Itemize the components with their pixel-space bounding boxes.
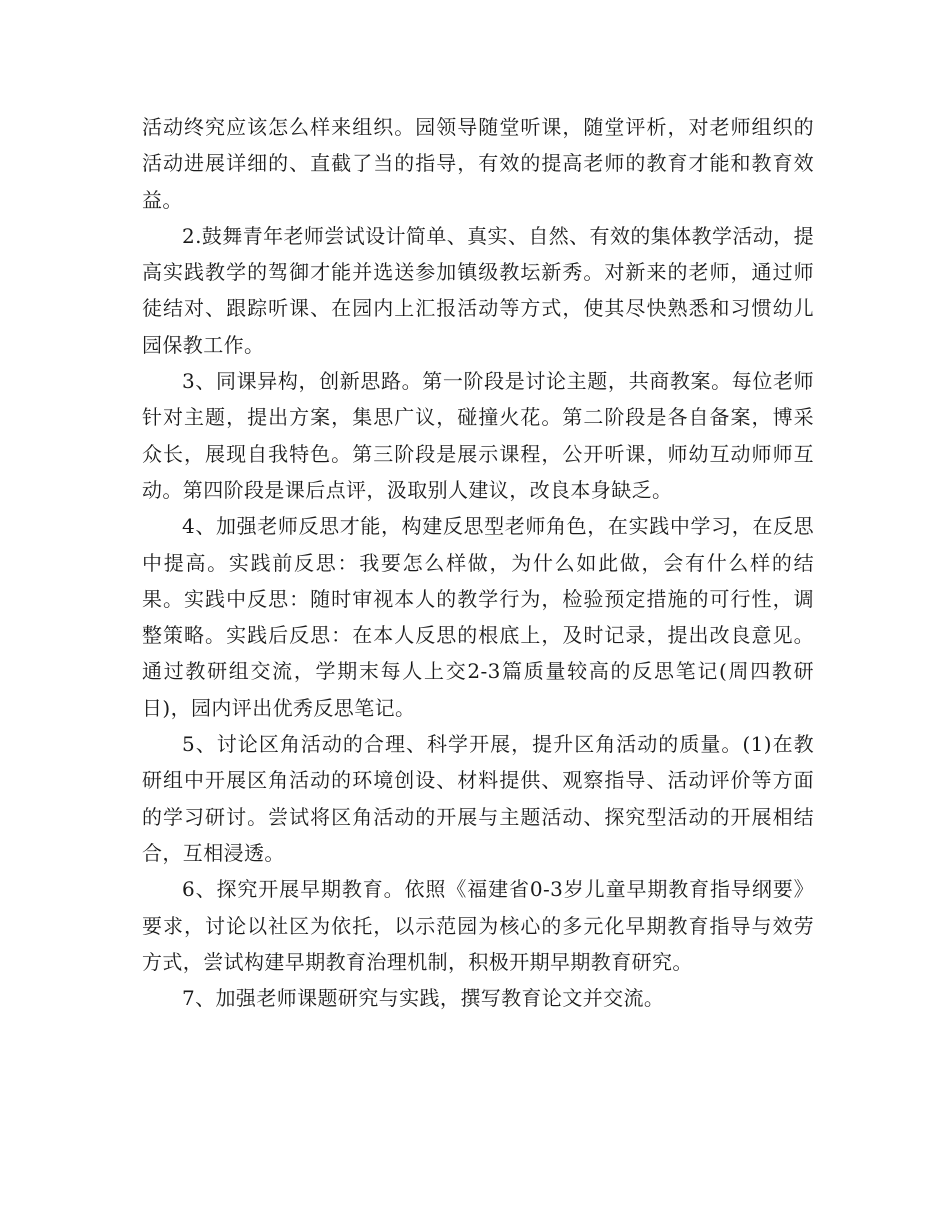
paragraph-item-7: 7、加强老师课题研究与实践，撰写教育论文并交流。 [182, 986, 665, 1011]
paragraph-item-3: 3、同课异构，创新思路。第一阶段是讨论主题，共商教案。每位老师针对主题，提出方案，集思广议，碰撞火花。第二阶段是各自备案，博采众长，展现自我特色。第三阶段是展示课程，公开听课，师幼互动师师互动。第四阶段是课后点评，汲取别人建议，改良本身缺乏。 [142, 369, 814, 502]
document-page [142, 109, 814, 1016]
paragraph-continuation: 活动终究应该怎么样来组织。园领导随堂听课，随堂评析，对老师组织的活动进展详细的、直截了当的指导，有效的提高老师的教育才能和教育效益。 [142, 115, 814, 212]
paragraph-item-4: 4、加强老师反思才能，构建反思型老师角色，在实践中学习，在反思中提高。实践前反思：我要怎么样做，为什么如此做，会有什么样的结果。实践中反思：随时审视本人的教学行为，检验预定措施的可行性，调整策略。实践后反思：在本人反思的根底上，及时记录，提出改良意见。通过教研组交流，学期末每人上交2-3篇质量较高的反思笔记(周四教研日)，园内评出优秀反思笔记。 [142, 514, 814, 720]
paragraph-item-5: 5、讨论区角活动的合理、科学开展，提升区角活动的质量。(1)在教研组中开展区角活动的环境创设、材料提供、观察指导、活动评价等方面的学习研讨。尝试将区角活动的开展与主题活动、探究型活动的开展相结合，互相浸透。 [142, 732, 814, 865]
paragraph-item-6: 6、探究开展早期教育。依照《福建省0-3岁儿童早期教育指导纲要》要求，讨论以社区为依托，以示范园为核心的多元化早期教育指导与效劳方式，尝试构建早期教育治理机制，积极开期早期教育研究。 [142, 877, 814, 974]
paragraph-item-2: 2.鼓舞青年老师尝试设计简单、真实、自然、有效的集体教学活动，提高实践教学的驾御才能并选送参加镇级教坛新秀。对新来的老师，通过师徒结对、跟踪听课、在园内上汇报活动等方式，使其尽快熟悉和习惯幼儿园保教工作。 [142, 223, 814, 357]
